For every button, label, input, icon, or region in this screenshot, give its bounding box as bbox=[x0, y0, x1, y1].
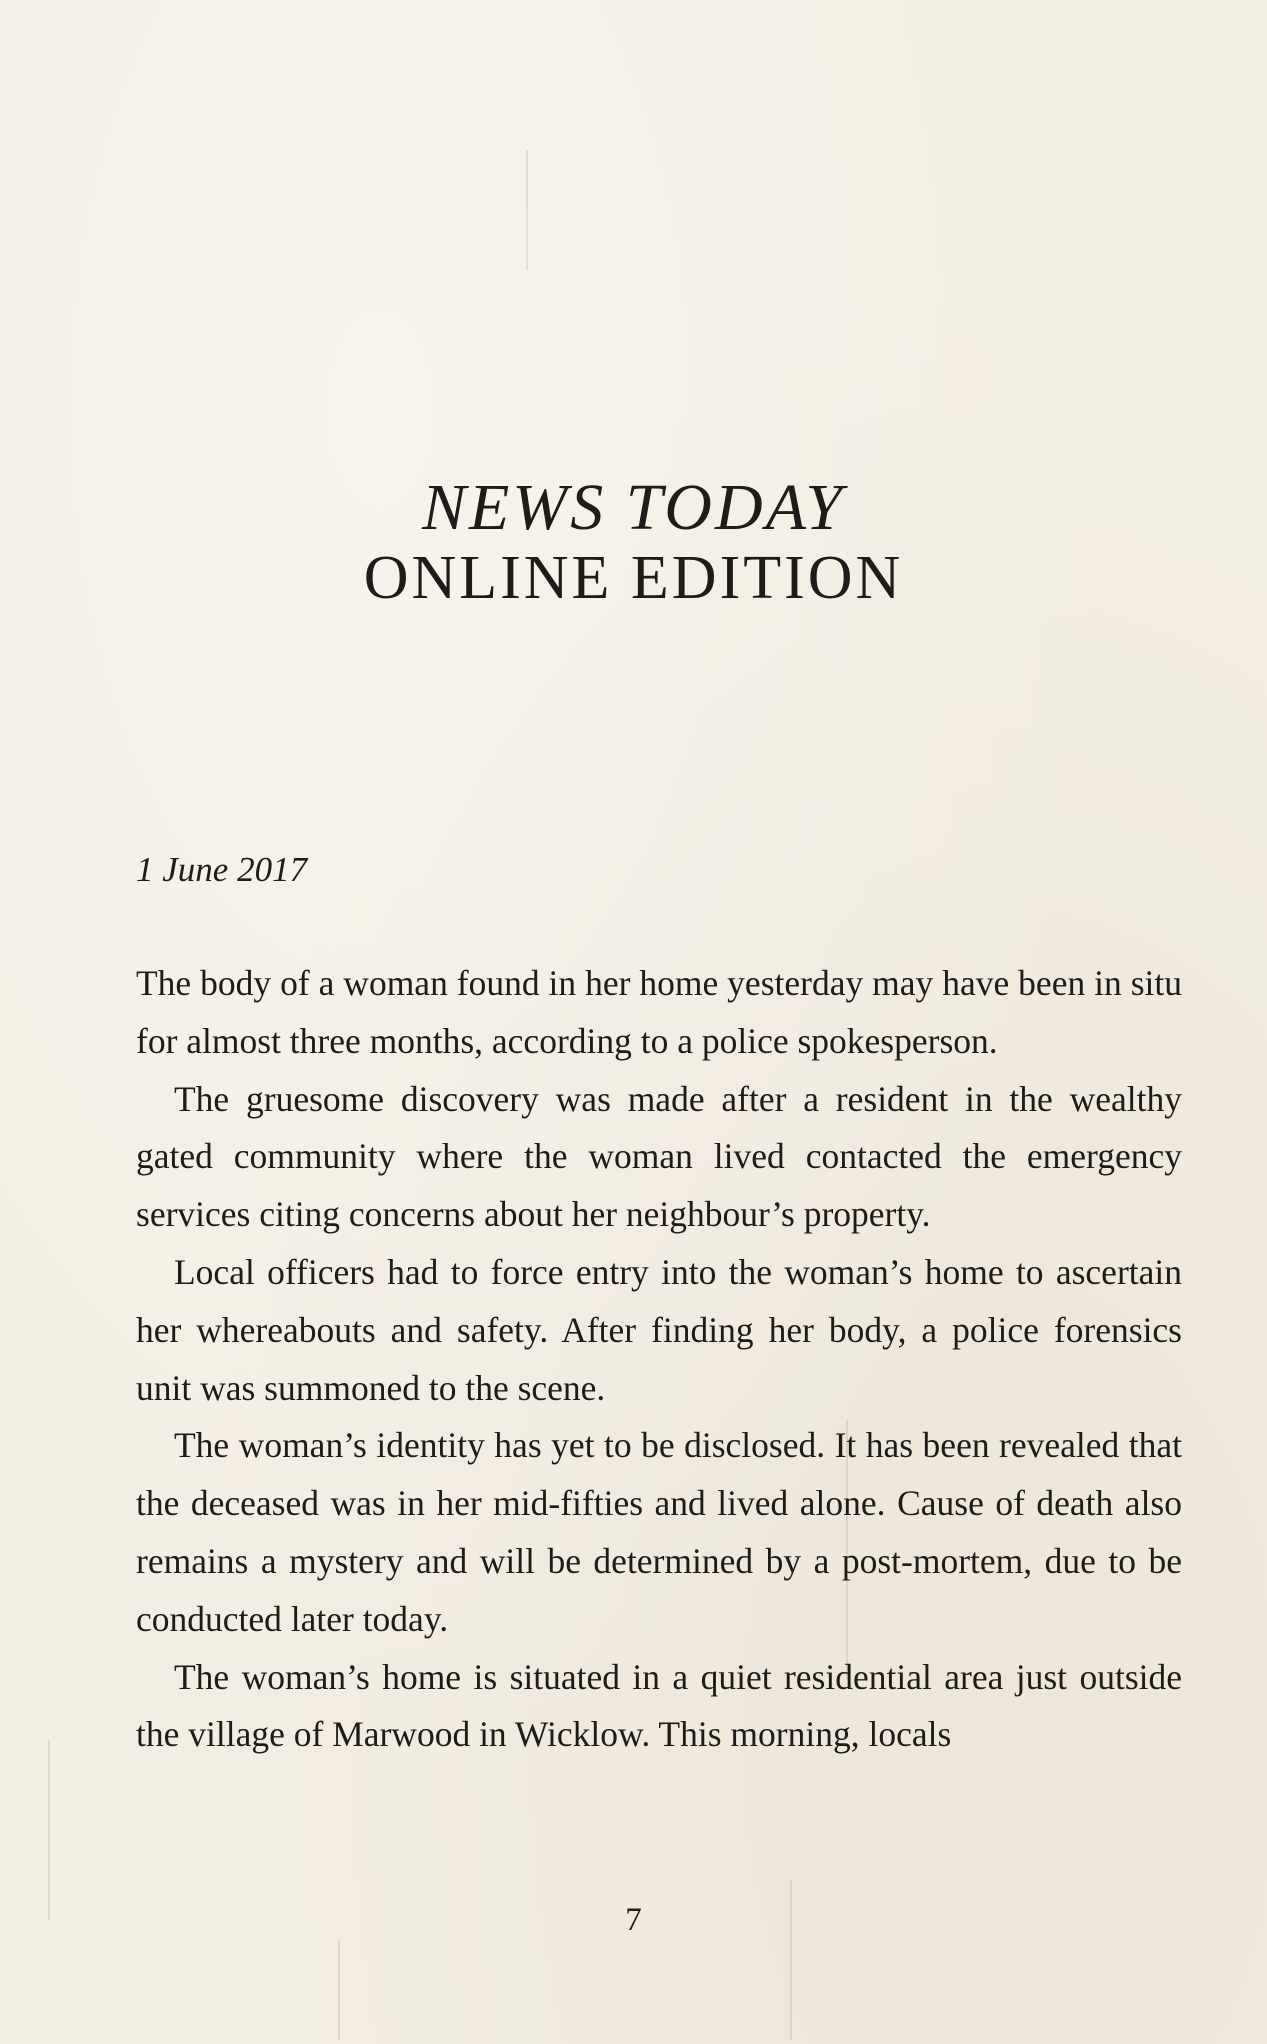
article-body bbox=[136, 955, 1182, 1764]
page-number: 7 bbox=[625, 1902, 642, 1938]
masthead-title: NEWS TODAY bbox=[421, 471, 846, 544]
masthead-edition: ONLINE EDITION bbox=[363, 544, 904, 612]
article-date: 1 June 2017 bbox=[136, 850, 308, 889]
article-paragraph: The gruesome discovery was made after a resident in the wealthy gated community where the woman lived contacted the emergency services citing concerns about her neighbour’s property. bbox=[136, 1078, 1182, 1235]
paper-crease bbox=[48, 1740, 50, 1920]
article-paragraph: The woman’s home is situated in a quiet residential area just outside the village of Marwood in Wicklow. This morning, locals bbox=[136, 1656, 1182, 1755]
article-paragraph: The body of a woman found in her home yesterday may have been in situ for almost three months, according to a police spokesperson. bbox=[136, 963, 1182, 1061]
paper-crease bbox=[338, 1940, 340, 2040]
paper-crease bbox=[526, 150, 528, 270]
article-paragraph: Local officers had to force entry into the woman’s home to ascertain her whereabouts and safety. After finding her body, a police forensics unit was summoned to the scene. bbox=[136, 1251, 1182, 1408]
article-paragraph: The woman’s identity has yet to be disclosed. It has been revealed that the deceased was in her mid-fifties and lived alone. Cause of death also remains a mystery and will be determined by a post-mortem, due to be conducted later today. bbox=[136, 1425, 1182, 1639]
